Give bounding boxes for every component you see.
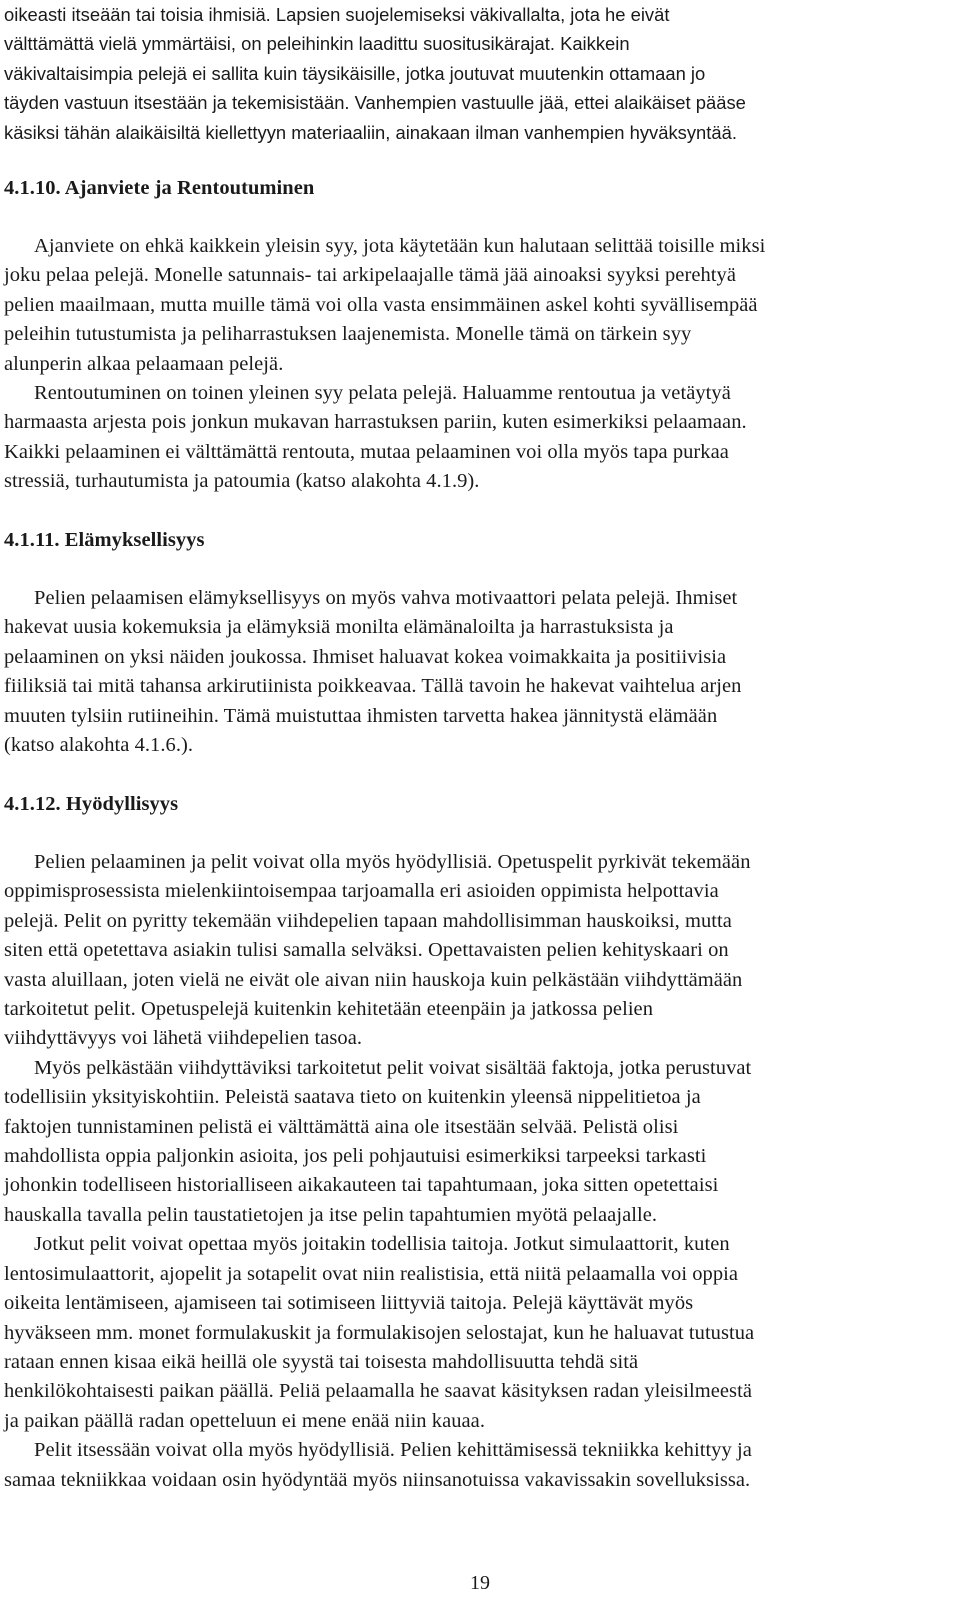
section-heading-4-1-11	[4, 526, 942, 555]
text-line: faktojen tunnistaminen pelistä ei välttämättä aina ole itsestään selvää. Pelistä olisi	[4, 1115, 679, 1138]
text-line: Ajanviete on ehkä kaikkein yleisin syy, jota käytetään kun halutaan selittää toisille miksi	[34, 235, 766, 257]
text-line: lentosimulaattorit, ajopelit ja sotapelit ovat niin realistisia, että niitä pelaamalla voi oppia	[4, 1262, 739, 1285]
text-line: vasta aluillaan, joten vielä ne eivät ole aivan niin hauskoja kuin pelkästään viihdyttämään	[4, 968, 743, 991]
text-line: oikeasti itseään tai toisia ihmisiä. Lapsien suojelemiseksi väkivallalta, jota he eivät	[4, 4, 670, 25]
text-line: alunperin alkaa pelaamaan pelejä.	[4, 352, 284, 375]
text-line: muuten tylsiin rutiineihin. Tämä muistuttaa ihmisten tarvetta hakea jännitystä elämään	[4, 704, 718, 727]
text-line: johonkin todelliseen historialliseen aikakauteen tai tapahtumaan, joka sitten opetettaisi	[4, 1174, 719, 1197]
text-line: käsiksi tähän alaikäisiltä kiellettyyn materiaaliin, ainakaan ilman vanhempien hyväksyntää.	[4, 121, 737, 143]
text-line: tarkoitetut pelit. Opetuspelejä kuitenkin kehitetään eteenpäin ja jatkossa pelien	[4, 998, 654, 1021]
text-line: oppimisprosessista mielenkiintoisempaa tarjoamalla eri asioiden oppimista helpottavia	[4, 880, 719, 903]
text-line: Pelien pelaaminen ja pelit voivat olla myös hyödyllisiä. Opetuspelit pyrkivät tekemään	[34, 851, 751, 873]
section-heading-4-1-10	[4, 174, 942, 203]
text-line: (katso alakohta 4.1.6.).	[4, 734, 194, 757]
text-line: hauskalla tavalla pelin taustatietojen ja itse pelin tapahtumien myötä pelaajalle.	[4, 1203, 658, 1226]
text-line: viihdyttävyys voi lähetä viihdepelien tasoa.	[4, 1027, 363, 1050]
section-4-1-11-body	[4, 584, 942, 760]
text-line: todellisiin yksityiskohtiin. Peleistä saatava tieto on kuitenkin yleensä nippelitietoa ja	[4, 1086, 701, 1109]
text-line: stressiä, turhautumista ja patoumia (katso alakohta 4.1.9).	[4, 470, 480, 493]
text-line: harmaasta arjesta pois jonkun mukavan harrastuksen pariin, kuten esimerkiksi pelaamaan.	[4, 411, 747, 434]
text-line: Rentoutuminen on toinen yleinen syy pelata pelejä. Haluamme rentoutua ja vetäytyä	[34, 382, 731, 405]
text-line: fiiliksiä tai mitä tahansa arkirutiinista poikkeavaa. Tällä tavoin he hakevat vaihtelua arjen	[4, 675, 742, 698]
text-line: pelejä. Pelit on pyritty tekemään viihdepelien tapaan mahdollisimman hauskoiksi, mutta	[4, 909, 732, 932]
text-line: ja paikan päällä radan opetteluun ei mene enää niin kauaa.	[4, 1409, 486, 1432]
text-line: pelaaminen on yksi näiden joukossa. Ihmiset haluavat kokea voimakkaita ja positiivisia	[4, 645, 727, 668]
text-line: Jotkut pelit voivat opettaa myös joitakin todellisia taitoja. Jotkut simulaattorit, kuten	[34, 1233, 730, 1256]
text-line: Pelit itsessään voivat olla myös hyödyllisiä. Pelien kehittämisessä tekniikka kehittyy ja	[34, 1439, 752, 1462]
section-4-1-12-body	[4, 848, 942, 1495]
text-line: Myös pelkästään viihdyttäviksi tarkoitetut pelit voivat sisältää faktoja, jotka perustuvat	[34, 1056, 752, 1079]
text-line: Pelien pelaamisen elämyksellisyys on myös vahva motivaattori pelata pelejä. Ihmiset	[34, 587, 738, 609]
text-line: pelien maailmaan, mutta muille tämä voi olla vasta ensimmäinen askel kohti syvällisempää	[4, 293, 758, 316]
text-line: väkivaltaisimpia pelejä ei sallita kuin täysikäisille, jotka joutuvat muutenkin ottamaan jo	[4, 62, 706, 84]
text-line: välttämättä vielä ymmärtäisi, on peleihinkin laadittu suositusikärajat. Kaikkein	[4, 33, 630, 55]
text-line: rataan ennen kisaa eikä heillä ole syystä tai toisesta mahdollisuutta tehdä sitä	[4, 1350, 639, 1373]
text-line: hakevat uusia kokemuksia ja elämyksiä monilta elämänaloilta ja harrastuksista ja	[4, 616, 674, 639]
section-heading: 4.1.11. Elämyksellisyys	[4, 529, 205, 551]
text-line: hyväkseen mm. monet formulakuskit ja formulakisojen selostajat, kun he haluavat tutustua	[4, 1321, 755, 1344]
text-line: joku pelaa pelejä. Monelle satunnais- tai arkipelaajalle tämä jää ainoaksi syyksi perehtyä	[4, 264, 736, 287]
text-line: täyden vastuun itsestään ja tekemisistään. Vanhempien vastuulle jää, ettei alaikäiset pääse	[4, 92, 746, 114]
section-heading-4-1-12	[4, 790, 942, 819]
text-line: peleihin tutustumista ja peliharrastuksen laajenemista. Monelle tämä on tärkein syy	[4, 323, 692, 346]
intro-paragraph	[4, 0, 942, 147]
text-line: mahdollista oppia paljonkin asioita, jos peli pohjautuisi esimerkiksi tarpeeksi tarkasti	[4, 1145, 707, 1168]
text-line: henkilökohtaisesti paikan päällä. Peliä pelaamalla he saavat käsityksen radan yleisilmeestä	[4, 1380, 752, 1403]
page-number: 19	[470, 1572, 490, 1594]
text-line: oikeita lentämiseen, ajamiseen tai sotimiseen liittyviä taitoja. Pelejä käyttävät myös	[4, 1292, 694, 1315]
text-line: Kaikki pelaaminen ei välttämättä rentouta, mutaa pelaaminen voi olla myös tapa purkaa	[4, 440, 729, 463]
section-4-1-10-body	[4, 232, 942, 497]
text-line: siten että opetettava asiakin tulisi samalla selväksi. Opettavaisten pelien kehityskaari on	[4, 939, 729, 962]
text-line: samaa tekniikkaa voidaan osin hyödyntää myös niinsanotuissa vakavissakin sovelluksissa.	[4, 1468, 751, 1491]
section-heading: 4.1.10. Ajanviete ja Rentoutuminen	[4, 177, 315, 199]
section-heading: 4.1.12. Hyödyllisyys	[4, 793, 179, 815]
